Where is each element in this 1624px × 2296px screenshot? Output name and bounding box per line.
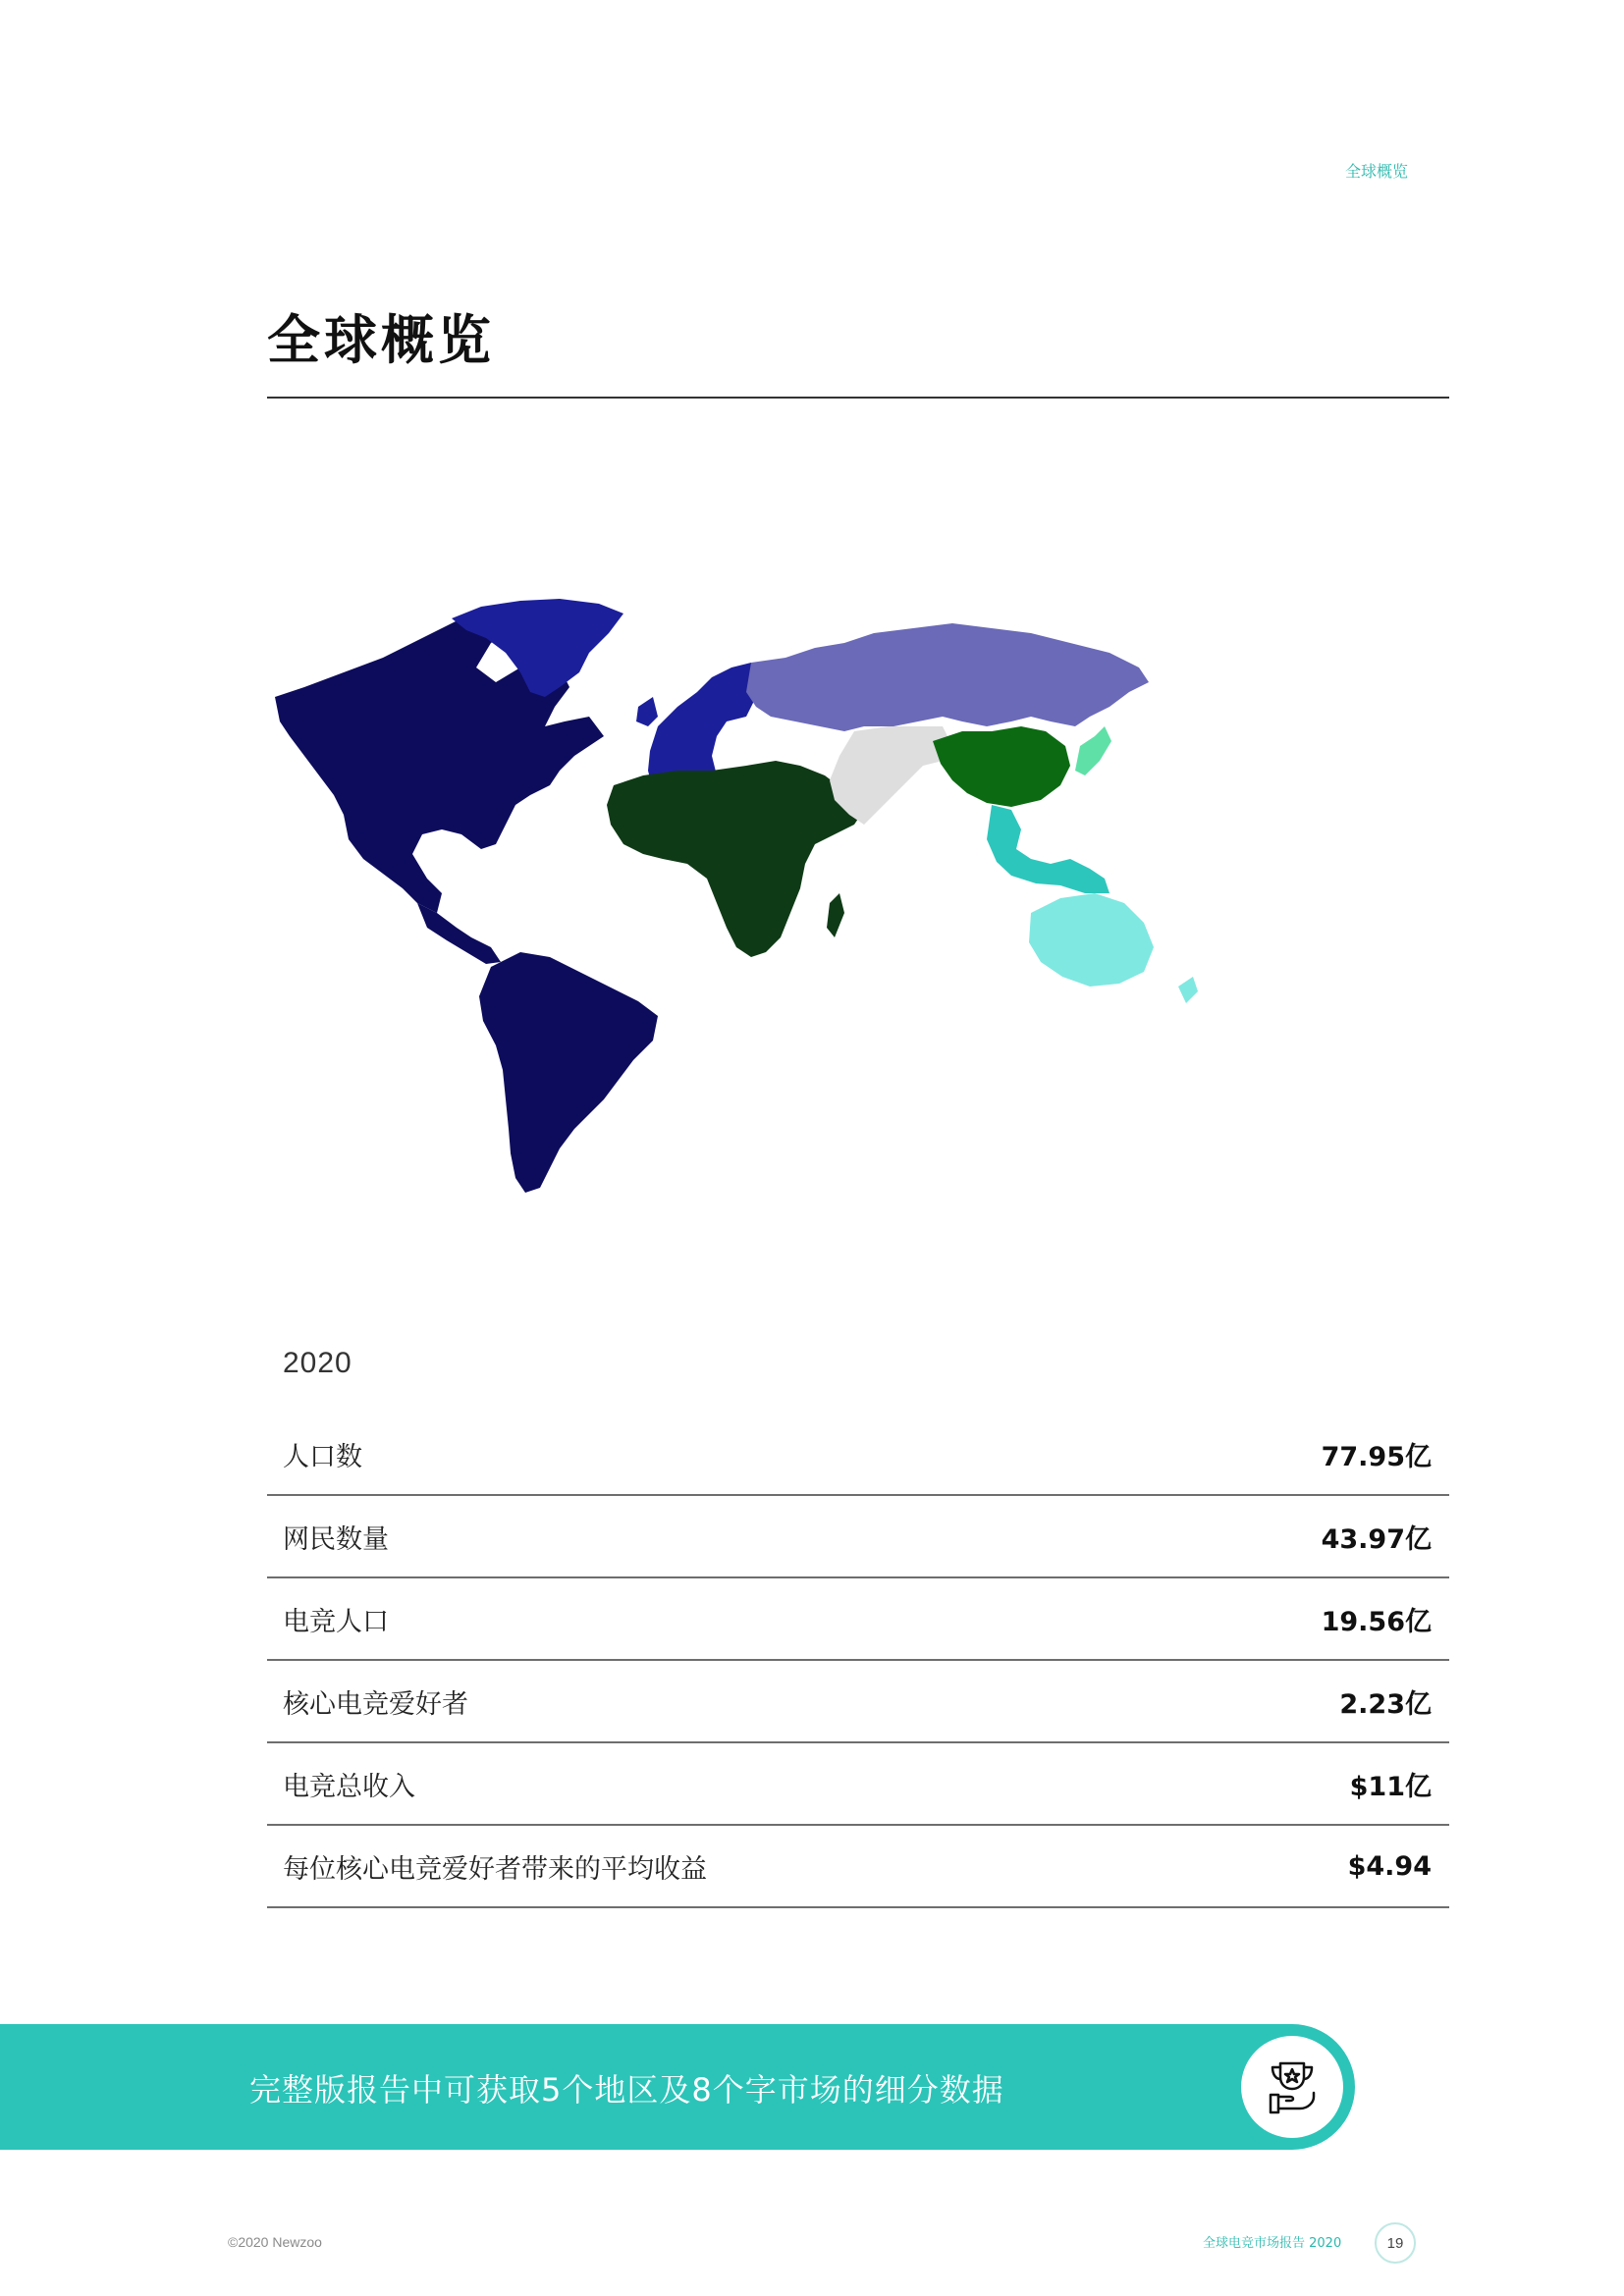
region-madagascar — [827, 893, 844, 937]
cta-banner[interactable] — [0, 2024, 1355, 2150]
stat-value: $11亿 — [1349, 1771, 1432, 1802]
trophy-hand-icon — [1261, 2056, 1324, 2118]
region-central-america — [417, 903, 501, 964]
world-map — [265, 599, 1453, 1198]
stat-row-revenue-per-enthusiast — [267, 1826, 1449, 1908]
region-oceania — [1029, 893, 1154, 987]
stat-label: 电竞人口 — [283, 1606, 389, 1637]
stat-row-total-revenue — [267, 1743, 1449, 1826]
region-uk — [636, 697, 658, 726]
stat-value: 19.56亿 — [1321, 1606, 1432, 1637]
stat-row-internet-users — [267, 1496, 1449, 1578]
stat-row-esports-audience — [267, 1578, 1449, 1661]
page-number: 19 — [1375, 2222, 1416, 2264]
region-south-america — [479, 952, 658, 1193]
footer-copyright: ©2020 Newzoo — [228, 2234, 322, 2250]
stat-value: 43.97亿 — [1321, 1523, 1432, 1555]
stat-label: 每位核心电竞爱好者带来的平均收益 — [283, 1853, 707, 1885]
stats-table — [267, 1414, 1449, 1908]
cta-text: 完整版报告中可获取5个地区及8个字市场的细分数据 — [249, 2071, 1004, 2109]
cta-badge[interactable] — [1241, 2036, 1343, 2138]
stat-value: 2.23亿 — [1339, 1688, 1432, 1720]
stats-year: 2020 — [283, 1347, 352, 1379]
region-russia — [746, 623, 1149, 731]
region-japan-korea — [1075, 726, 1111, 775]
page-title: 全球概览 — [267, 309, 495, 371]
stat-row-population — [267, 1414, 1449, 1496]
region-china — [933, 726, 1070, 807]
footer-report-name: 全球电竞市场报告 2020 — [1203, 2236, 1342, 2251]
region-new-zealand — [1178, 977, 1198, 1003]
stat-value: 77.95亿 — [1321, 1441, 1432, 1472]
stat-label: 电竞总收入 — [283, 1771, 415, 1802]
stat-value: $4.94 — [1347, 1850, 1432, 1882]
region-mena-africa — [607, 761, 864, 957]
stat-row-core-enthusiasts — [267, 1661, 1449, 1743]
stat-label: 网民数量 — [283, 1523, 389, 1555]
section-label: 全球概览 — [1345, 162, 1409, 181]
title-divider — [267, 397, 1449, 399]
stat-label: 人口数 — [283, 1441, 362, 1472]
stat-label: 核心电竞爱好者 — [283, 1688, 468, 1720]
region-southeast-asia — [987, 805, 1110, 893]
